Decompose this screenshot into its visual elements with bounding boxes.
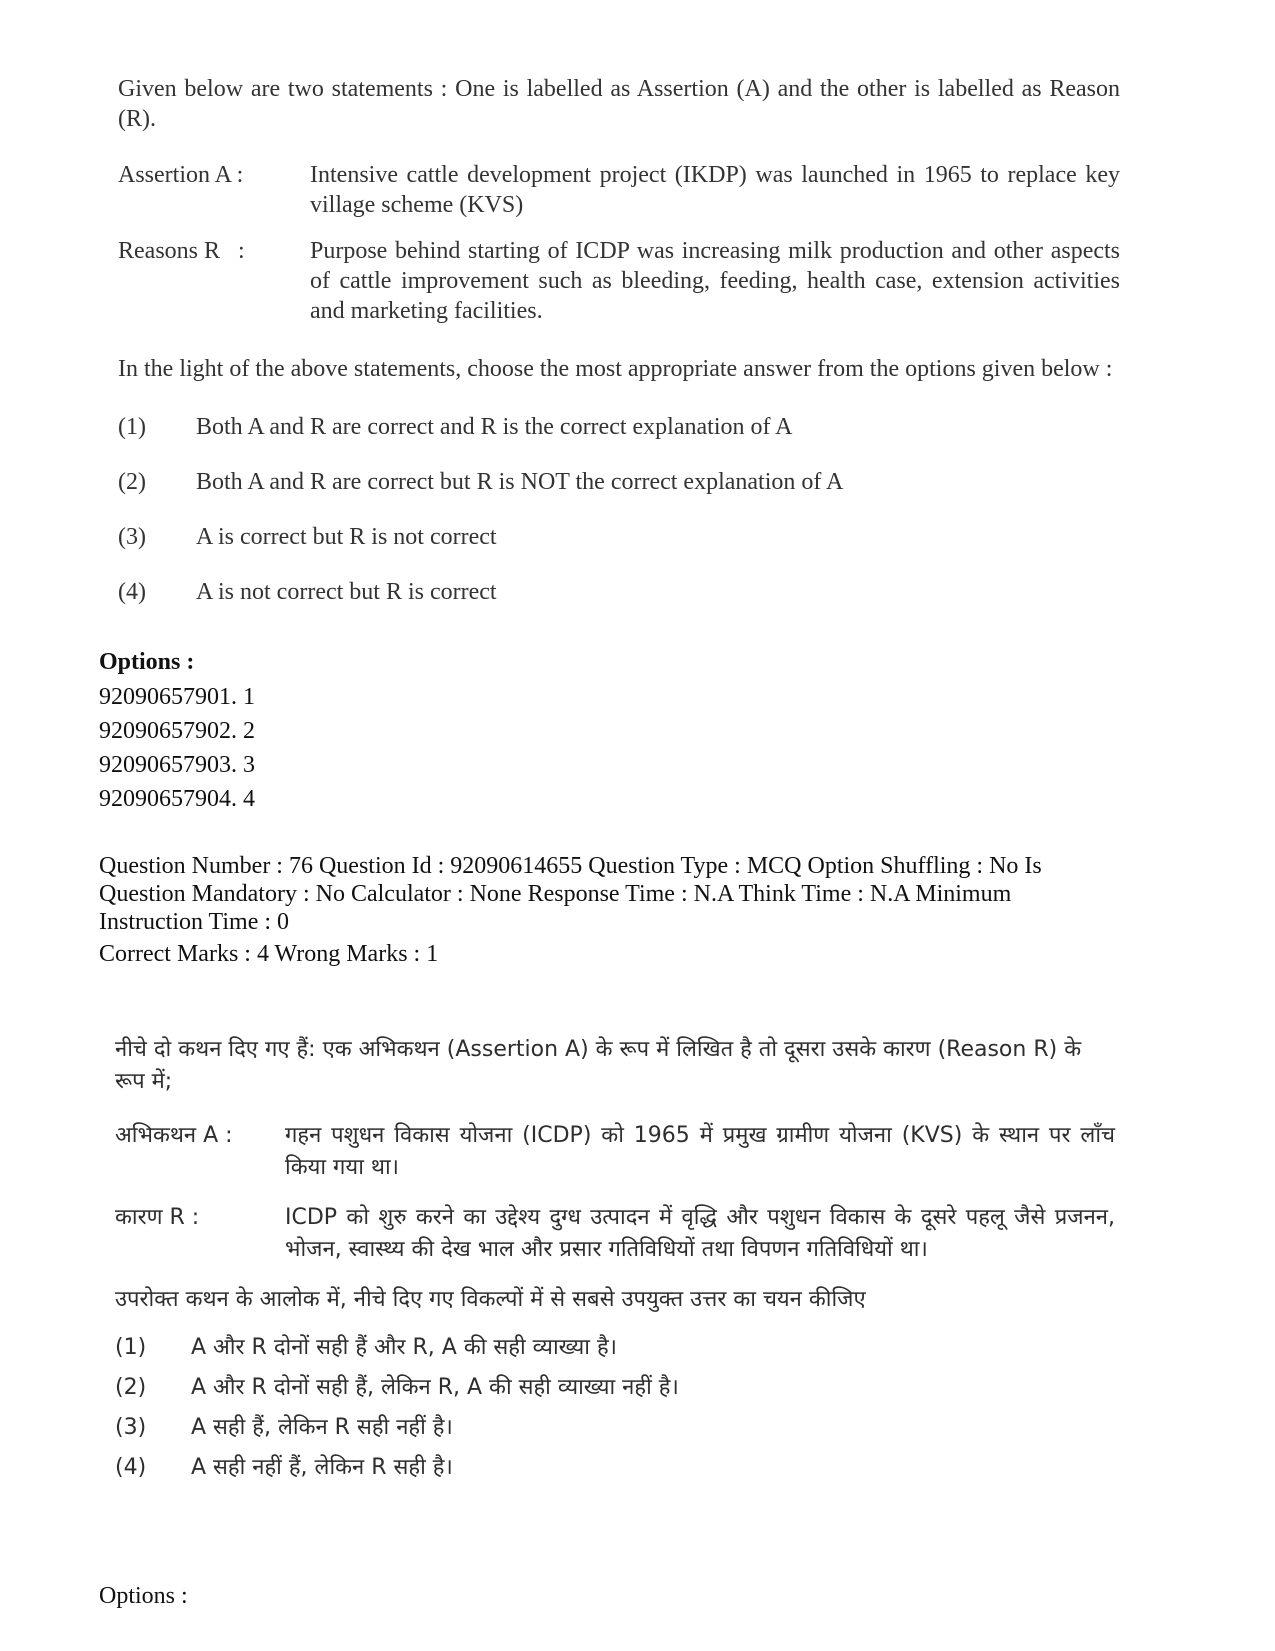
choice-number: (3) [115, 1415, 147, 1440]
choice-number: (2) [115, 1375, 147, 1400]
choice-item [115, 1412, 1115, 1446]
choice-item [118, 412, 1120, 442]
choice-number: (1) [118, 414, 146, 440]
reason-text: Purpose behind starting of ICDP was increasing milk production and other aspects of cattle improvement such as bleeding, feeding, health case, extension activities and marketing facilities. [310, 238, 1120, 324]
reason-label: कारण R : [115, 1205, 200, 1230]
reason-label: Reasons R : [118, 238, 245, 264]
assertion-label: Assertion A : [118, 162, 244, 188]
reason-statement [115, 1202, 1115, 1266]
choice-text: A सही नहीं हैं, लेकिन R सही है। [191, 1455, 453, 1480]
choice-list [118, 412, 1120, 607]
choice-text: A is not correct but R is correct [196, 579, 497, 605]
question-76-body [115, 1034, 1115, 1492]
choice-list [115, 1332, 1115, 1486]
choice-item [115, 1452, 1115, 1486]
choice-number: (4) [118, 579, 146, 605]
options-heading: Options : [99, 649, 195, 675]
choice-text: A is correct but R is not correct [196, 524, 497, 550]
choice-text: A सही हैं, लेकिन R सही नहीं है। [191, 1415, 453, 1440]
choice-text: Both A and R are correct and R is the correct explanation of A [196, 414, 793, 440]
choice-item [115, 1372, 1115, 1406]
reason-text: ICDP को शुरु करने का उद्देश्य दुग्ध उत्पादन में वृद्धि और पशुधन विकास के दूसरे पहलू जैसे प्रजनन, भोजन, स्वास्थ्य की देख भाल और प्रसार गतिविधियों तथा विपणन गतिविधियों था। [285, 1205, 1115, 1262]
choice-text: A और R दोनों सही हैं और R, A की सही व्याख्या है। [191, 1335, 617, 1360]
marks-line: Correct Marks : 4 Wrong Marks : 1 [99, 941, 439, 967]
question-prompt: उपरोक्त कथन के आलोक में, नीचे दिए गए विकल्पों में से सबसे उपयुक्त उत्तर का चयन कीजिए [115, 1287, 866, 1312]
option-id-item: 92090657904. 4 [99, 786, 255, 812]
assertion-statement [115, 1120, 1115, 1184]
choice-item [118, 467, 1120, 497]
meta-line: Question Mandatory : No Calculator : None Response Time : N.A Think Time : N.A Minimum [99, 881, 1012, 907]
option-id-item: 92090657903. 3 [99, 752, 255, 778]
meta-line: Instruction Time : 0 [99, 909, 290, 935]
choice-text: A और R दोनों सही हैं, लेकिन R, A की सही व्याख्या नहीं है। [191, 1375, 679, 1400]
option-id-list [99, 680, 1179, 816]
choice-item [115, 1332, 1115, 1366]
question-intro: Given below are two statements : One is labelled as Assertion (A) and the other is labelled as Reason (R). [118, 76, 1120, 132]
choice-number: (4) [115, 1455, 147, 1480]
choice-number: (2) [118, 469, 146, 495]
reason-statement [118, 236, 1120, 326]
assertion-text: गहन पशुधन विकास योजना (ICDP) को 1965 में प्रमुख ग्रामीण योजना (KVS) के स्थान पर लाँच किया गया था। [285, 1123, 1115, 1180]
question-75-body [118, 74, 1120, 632]
q75-options-section [99, 648, 1179, 816]
choice-item [118, 522, 1120, 552]
options-heading: Options : [99, 1583, 188, 1609]
option-id-item: 92090657901. 1 [99, 684, 255, 710]
choice-text: Both A and R are correct but R is NOT the correct explanation of A [196, 469, 844, 495]
assertion-label: अभिकथन A : [115, 1123, 233, 1148]
meta-line: Question Number : 76 Question Id : 92090614655 Question Type : MCQ Option Shuffling : No Is [99, 853, 1042, 879]
q76-metadata [99, 852, 1179, 968]
question-intro: नीचे दो कथन दिए गए हैं: एक अभिकथन (Assertion A) के रूप में लिखित है तो दूसरा उसके कारण (Reason R) के रूप में; [115, 1037, 1082, 1094]
choice-number: (1) [115, 1335, 147, 1360]
choice-item [118, 577, 1120, 607]
choice-number: (3) [118, 524, 146, 550]
assertion-text: Intensive cattle development project (IKDP) was launched in 1965 to replace key village scheme (KVS) [310, 162, 1120, 218]
question-prompt: In the light of the above statements, choose the most appropriate answer from the options given below : [118, 356, 1113, 382]
option-id-item: 92090657902. 2 [99, 718, 255, 744]
assertion-statement [118, 160, 1120, 220]
